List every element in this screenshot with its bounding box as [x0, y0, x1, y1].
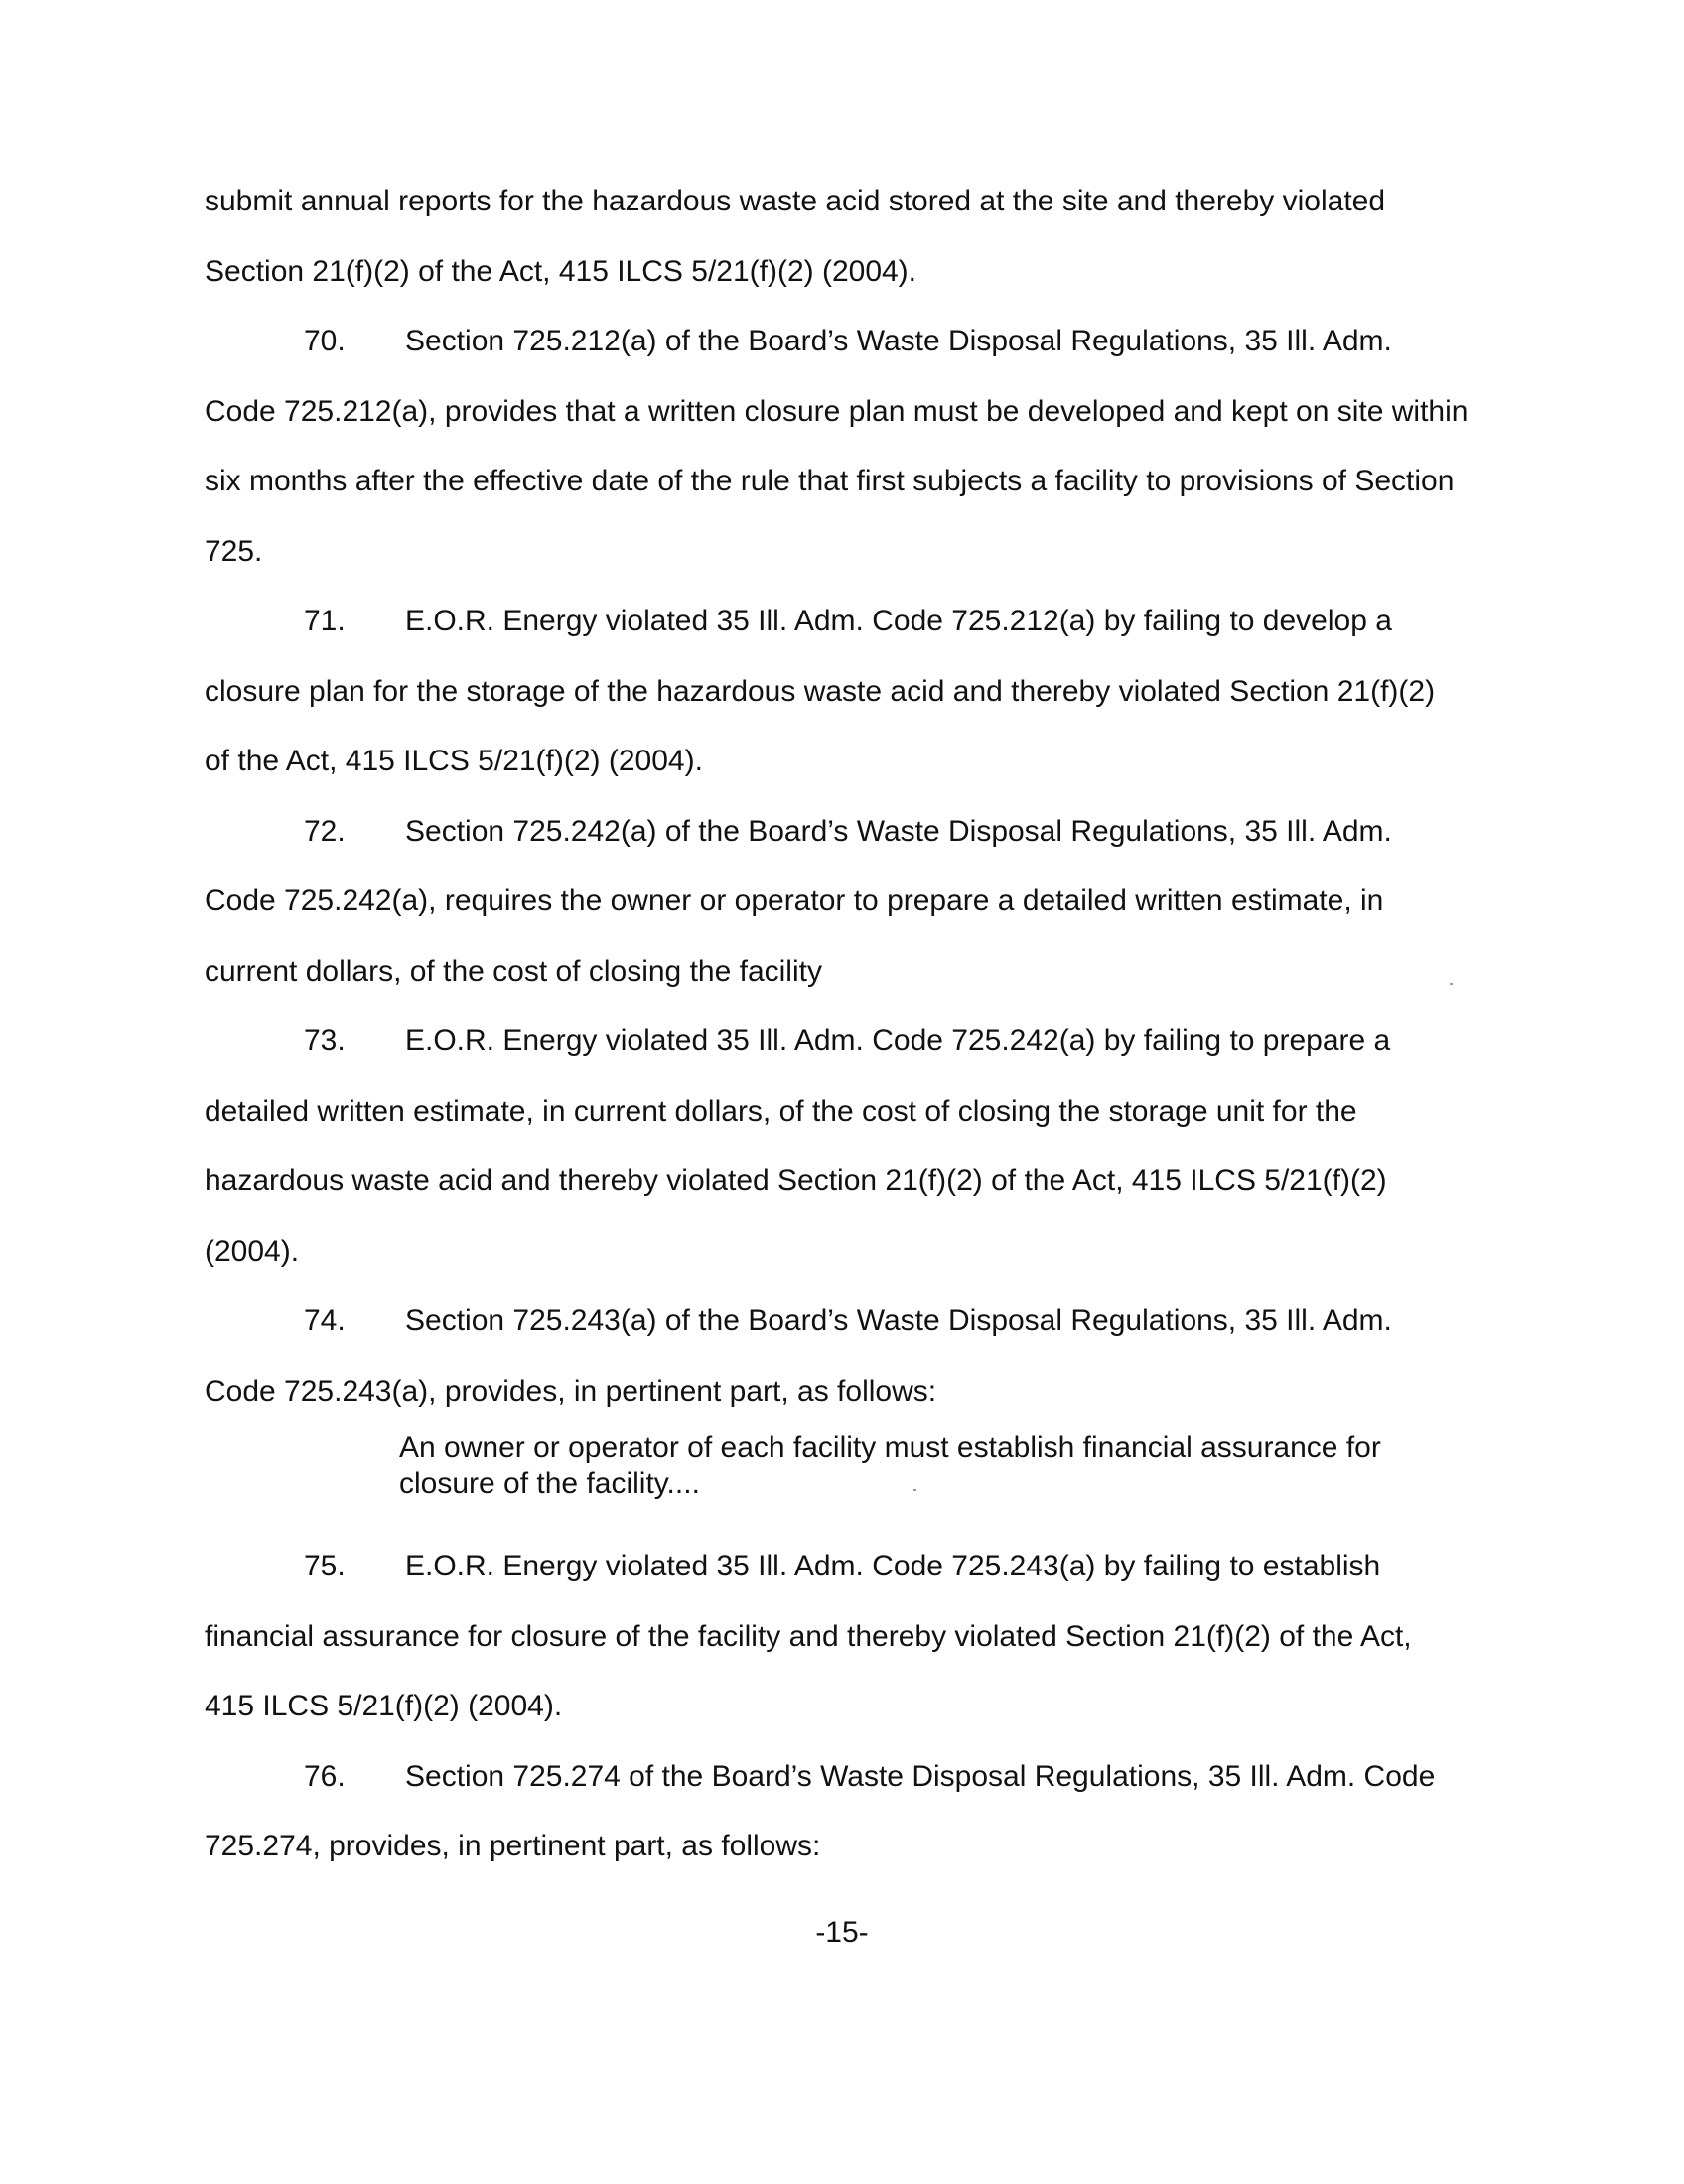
- paragraph-number: 76.: [304, 1759, 346, 1793]
- paragraph-line: financial assurance for closure of the facility and thereby violated Section 21(f)(2) of the Act,: [205, 1619, 1412, 1653]
- paragraph-number: 74.: [304, 1304, 346, 1337]
- scan-speck: [1450, 983, 1453, 985]
- paragraph-number: 75.: [304, 1550, 346, 1582]
- paragraph-line: current dollars, of the cost of closing the facility: [205, 954, 822, 988]
- paragraph-line: detailed written estimate, in current dollars, of the cost of closing the storage unit for the: [205, 1094, 1357, 1128]
- paragraph-text: Section 725.274 of the Board’s Waste Disposal Regulations, 35 Ill. Adm. Code: [405, 1759, 1436, 1793]
- paragraph-text: E.O.R. Energy violated 35 Ill. Adm. Code 725.242(a) by failing to prepare a: [405, 1024, 1391, 1057]
- paragraph-line: 725.274, provides, in pertinent part, as follows:: [205, 1830, 821, 1862]
- page-number: -15-: [815, 1916, 869, 1949]
- paragraph-number: 72.: [304, 814, 346, 848]
- paragraph-74-first-line: [205, 1287, 1505, 1357]
- quote-line: closure of the facility....: [399, 1467, 700, 1500]
- paragraph-line: six months after the effective date of the rule that first subjects a facility to provisions of Section: [205, 465, 1455, 497]
- paragraph-line: Code 725.242(a), requires the owner or operator to prepare a detailed written estimate, in: [205, 885, 1384, 917]
- paragraph-71-first-line: [205, 587, 1505, 657]
- paragraph-line: 725.: [205, 534, 263, 568]
- document-body: [205, 167, 1505, 1882]
- paragraph-line: 415 ILCS 5/21(f)(2) (2004).: [205, 1690, 563, 1722]
- paragraph-75-first-line: [205, 1532, 1505, 1602]
- scan-speck: [913, 1489, 916, 1491]
- paragraph-line: (2004).: [205, 1234, 300, 1268]
- paragraph-text: E.O.R. Energy violated 35 Ill. Adm. Code 725.212(a) by failing to develop a: [405, 605, 1392, 637]
- paragraph-line: Code 725.243(a), provides, in pertinent part, as follows:: [205, 1374, 937, 1408]
- paragraph-text: Section 725.242(a) of the Board’s Waste Disposal Regulations, 35 Ill. Adm.: [405, 814, 1392, 848]
- paragraph-72-first-line: [205, 797, 1505, 868]
- paragraph-line: of the Act, 415 ILCS 5/21(f)(2) (2004).: [205, 745, 703, 777]
- paragraph-line: closure plan for the storage of the hazardous waste acid and thereby violated Section 21(f)(2): [205, 674, 1436, 708]
- paragraph-number: 71.: [304, 605, 346, 637]
- paragraph-line: hazardous waste acid and thereby violated Section 21(f)(2) of the Act, 415 ILCS 5/21(f)(2): [205, 1164, 1387, 1197]
- paragraph-70-first-line: [205, 307, 1505, 377]
- paragraph-text: Section 725.212(a) of the Board’s Waste Disposal Regulations, 35 Ill. Adm.: [405, 325, 1392, 357]
- paragraph-number: 70.: [304, 325, 346, 357]
- paragraph-line: submit annual reports for the hazardous waste acid stored at the site and thereby violated: [205, 185, 1386, 217]
- block-quote: [205, 1431, 1501, 1502]
- paragraph-number: 73.: [304, 1024, 346, 1057]
- paragraph-76-first-line: [205, 1742, 1505, 1813]
- paragraph-text: Section 725.243(a) of the Board’s Waste Disposal Regulations, 35 Ill. Adm.: [405, 1304, 1392, 1337]
- paragraph-73-first-line: [205, 1007, 1505, 1077]
- paragraph-line: Section 21(f)(2) of the Act, 415 ILCS 5/21(f)(2) (2004).: [205, 254, 917, 288]
- paragraph-text: E.O.R. Energy violated 35 Ill. Adm. Code 725.243(a) by failing to establish: [405, 1550, 1381, 1582]
- paragraph-line: Code 725.212(a), provides that a written closure plan must be developed and kept on site within: [205, 394, 1469, 428]
- quote-line: An owner or operator of each facility must establish financial assurance for: [399, 1432, 1381, 1464]
